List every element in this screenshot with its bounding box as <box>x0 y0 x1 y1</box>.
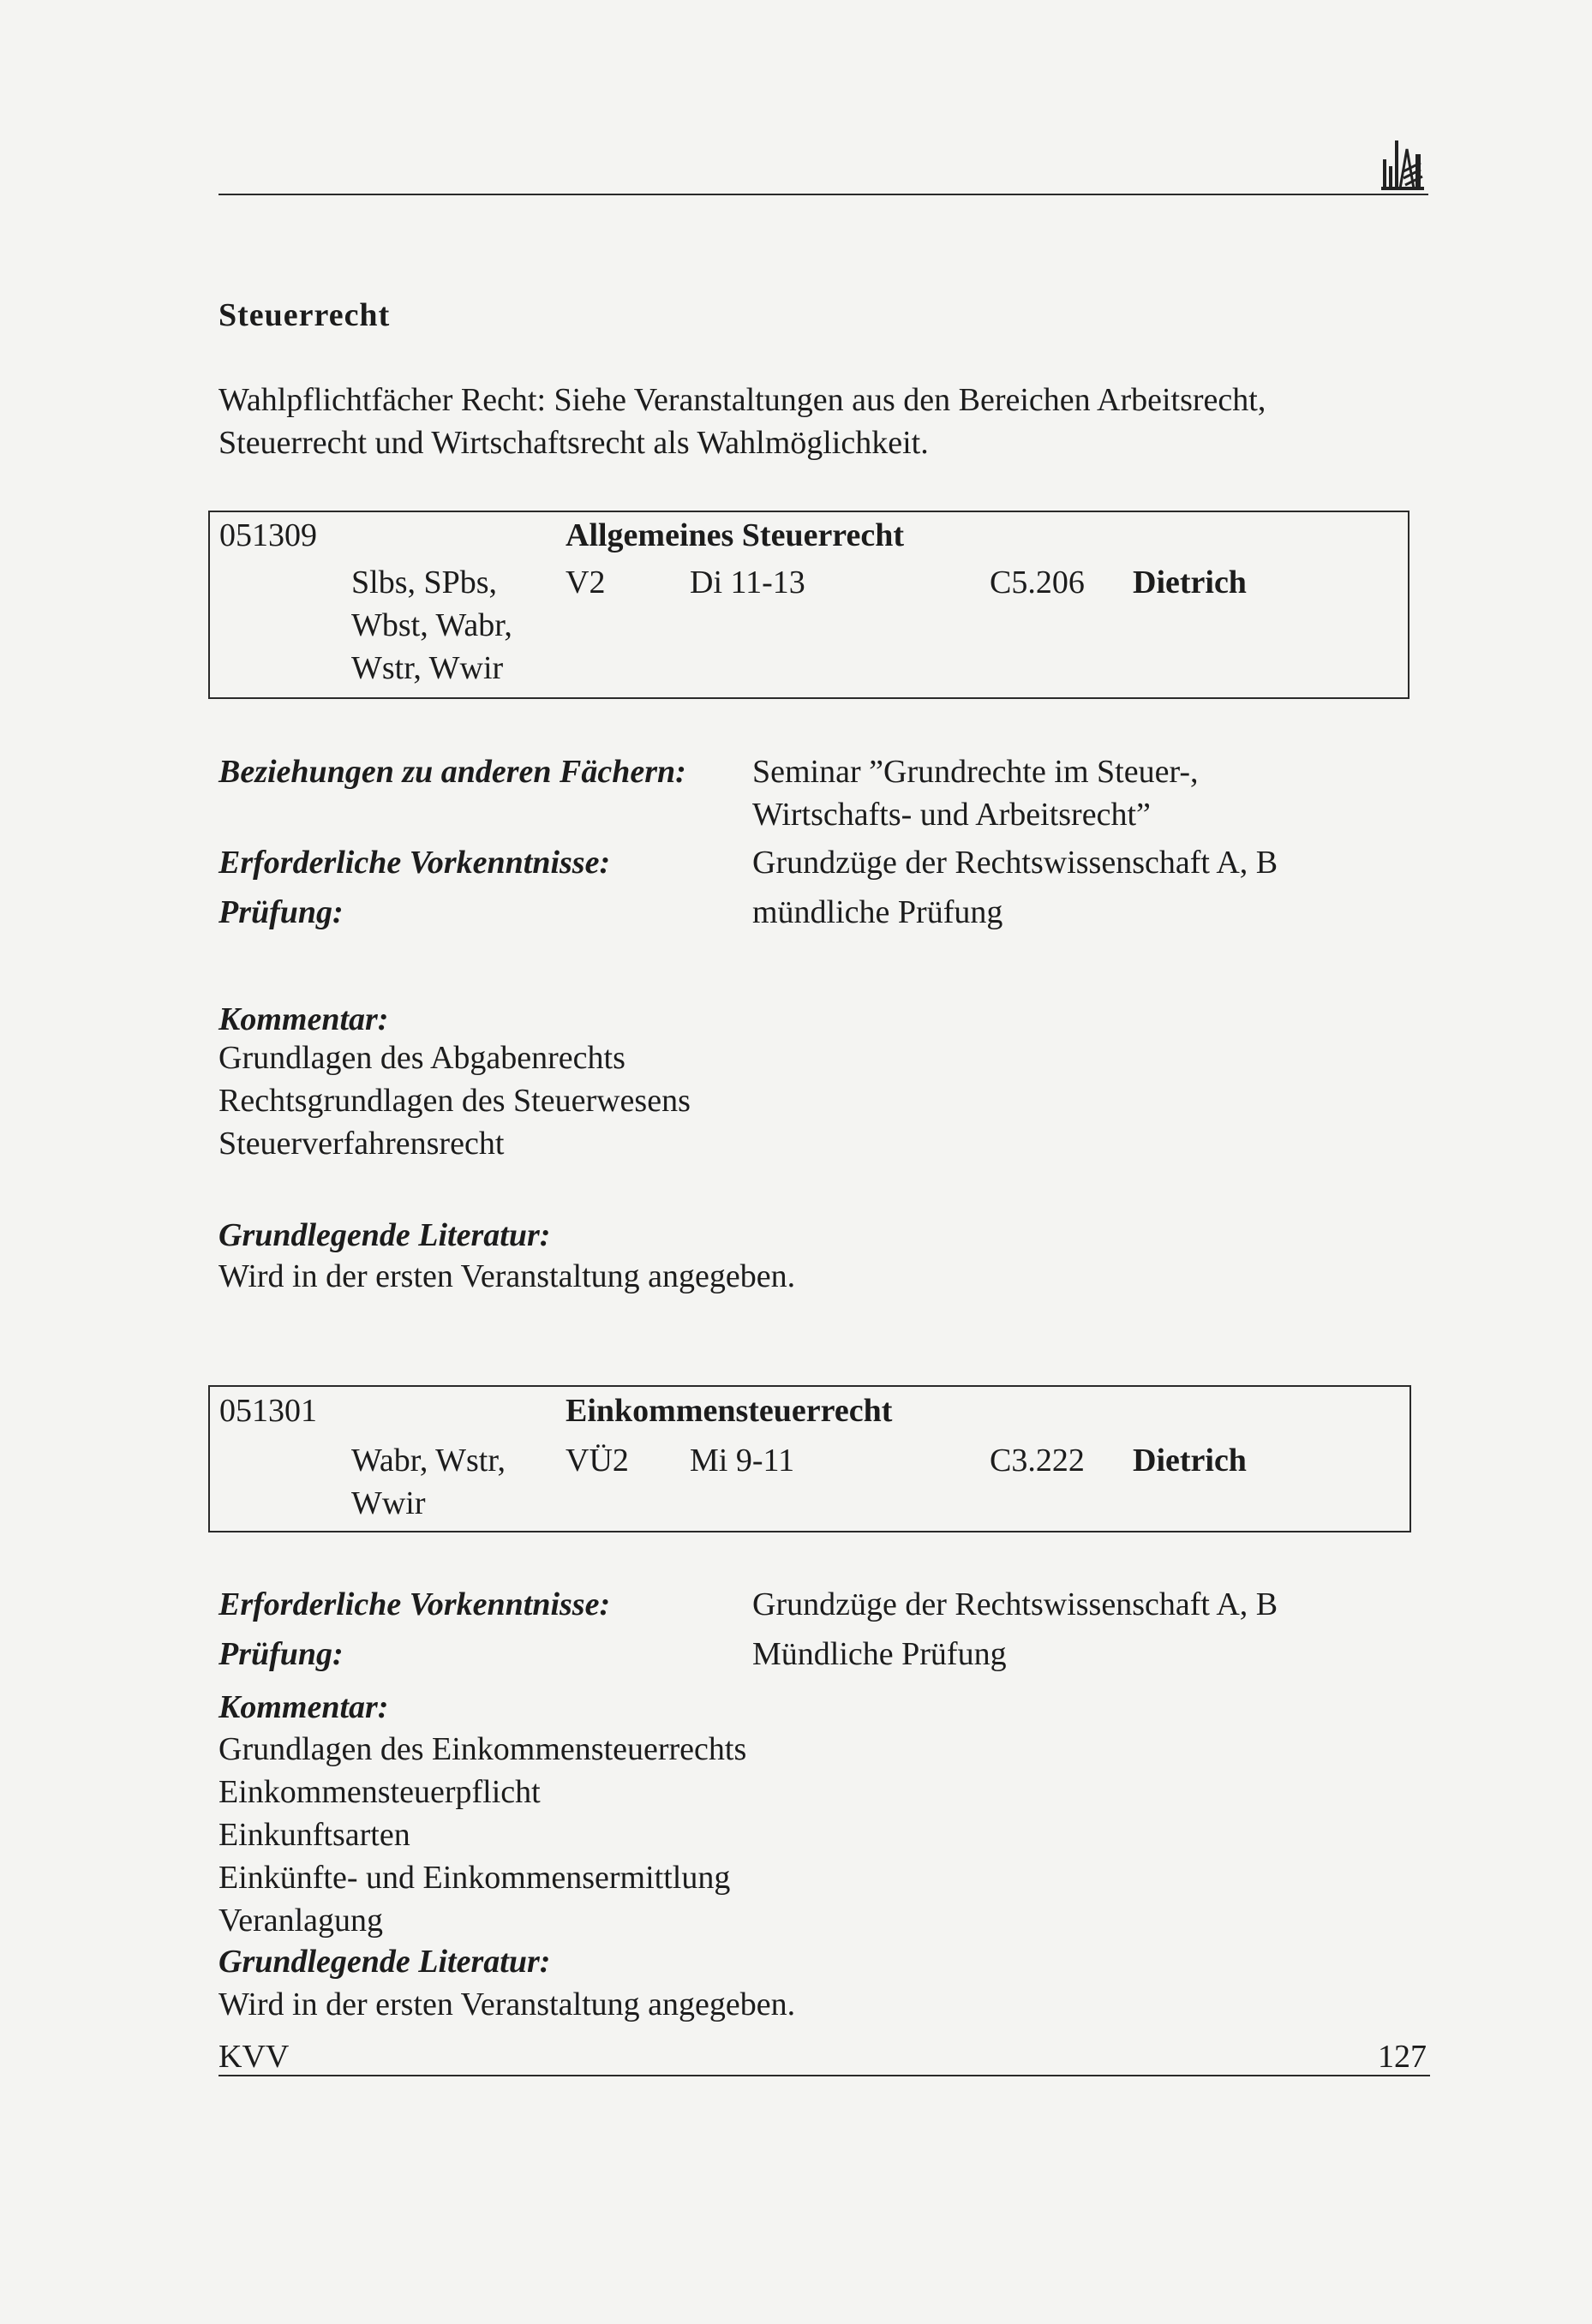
page-number: 127 <box>1378 2039 1427 2075</box>
comment-lines <box>218 1728 746 1942</box>
course-title: Einkommensteuerrecht <box>566 1393 893 1429</box>
exam-label: Prüfung: <box>218 894 344 930</box>
program-line: Wabr, Wstr, <box>351 1443 506 1479</box>
comment-line: Einkommensteuerpflicht <box>218 1774 541 1810</box>
footer-rule <box>218 2075 1430 2076</box>
exam-value: Mündliche Prüfung <box>752 1636 1007 1672</box>
program-line: Wbst, Wabr, <box>351 607 512 643</box>
course-title: Allgemeines Steuerrecht <box>566 517 905 553</box>
header-rule <box>218 194 1428 195</box>
intro-line: Steuerrecht und Wirtschaftsrecht als Wahlmöglichkeit. <box>218 425 929 461</box>
comment-label: Kommentar: <box>218 1689 389 1725</box>
literature-value: Wird in der ersten Veranstaltung angegeben. <box>218 1258 796 1294</box>
comment-line: Einkünfte- und Einkommensermittlung <box>218 1860 731 1896</box>
prereq-label: Erforderliche Vorkenntnisse: <box>218 1586 611 1622</box>
literature-value: Wird in der ersten Veranstaltung angegeben. <box>218 1986 796 2022</box>
prereq-value: Grundzüge der Rechtswissenschaft A, B <box>752 1586 1278 1622</box>
exam-value: mündliche Prüfung <box>752 894 1003 930</box>
course-room: C3.222 <box>990 1443 1085 1479</box>
comment-line: Veranlagung <box>218 1903 384 1939</box>
literature-label: Grundlegende Literatur: <box>218 1944 551 1980</box>
prereq-label: Erforderliche Vorkenntnisse: <box>218 845 611 881</box>
course-time: Mi 9-11 <box>690 1443 795 1479</box>
intro-line: Wahlpflichtfächer Recht: Siehe Veranstaltungen aus den Bereichen Arbeitsrecht, <box>218 382 1266 418</box>
course-lecturer: Dietrich <box>1133 565 1247 600</box>
prereq-value: Grundzüge der Rechtswissenschaft A, B <box>752 845 1278 881</box>
comment-line: Rechtsgrundlagen des Steuerwesens <box>218 1083 691 1119</box>
program-line: Wwir <box>351 1485 426 1521</box>
course-lecturer: Dietrich <box>1133 1443 1247 1479</box>
comment-line: Grundlagen des Einkommensteuerrechts <box>218 1731 747 1767</box>
course-number: 051301 <box>219 1393 317 1429</box>
course-number: 051309 <box>219 517 317 553</box>
course-type: VÜ2 <box>566 1443 629 1479</box>
comment-line: Grundlagen des Abgabenrechts <box>218 1040 625 1076</box>
program-line: Slbs, SPbs, <box>351 565 498 600</box>
relations-value <box>752 750 1199 836</box>
relations-line: Wirtschafts- und Arbeitsrecht” <box>752 797 1151 833</box>
program-line: Wstr, Wwir <box>351 650 504 686</box>
intro-text <box>218 379 1266 464</box>
exam-label: Prüfung: <box>218 1636 344 1672</box>
course-time: Di 11-13 <box>690 565 805 600</box>
comment-line: Einkunftsarten <box>218 1817 410 1853</box>
literature-label: Grundlegende Literatur: <box>218 1217 551 1253</box>
comment-label: Kommentar: <box>218 1001 389 1037</box>
footer-label: KVV <box>218 2039 290 2075</box>
section-title: Steuerrecht <box>218 297 391 333</box>
course-programs <box>351 1439 506 1525</box>
university-logo-icon <box>1381 137 1424 190</box>
course-programs <box>351 561 512 690</box>
relations-label: Beziehungen zu anderen Fächern: <box>218 754 686 790</box>
course-room: C5.206 <box>990 565 1085 600</box>
course-type: V2 <box>566 565 606 600</box>
relations-line: Seminar ”Grundrechte im Steuer-, <box>752 754 1199 790</box>
comment-lines <box>218 1037 691 1165</box>
comment-line: Steuerverfahrensrecht <box>218 1126 505 1162</box>
